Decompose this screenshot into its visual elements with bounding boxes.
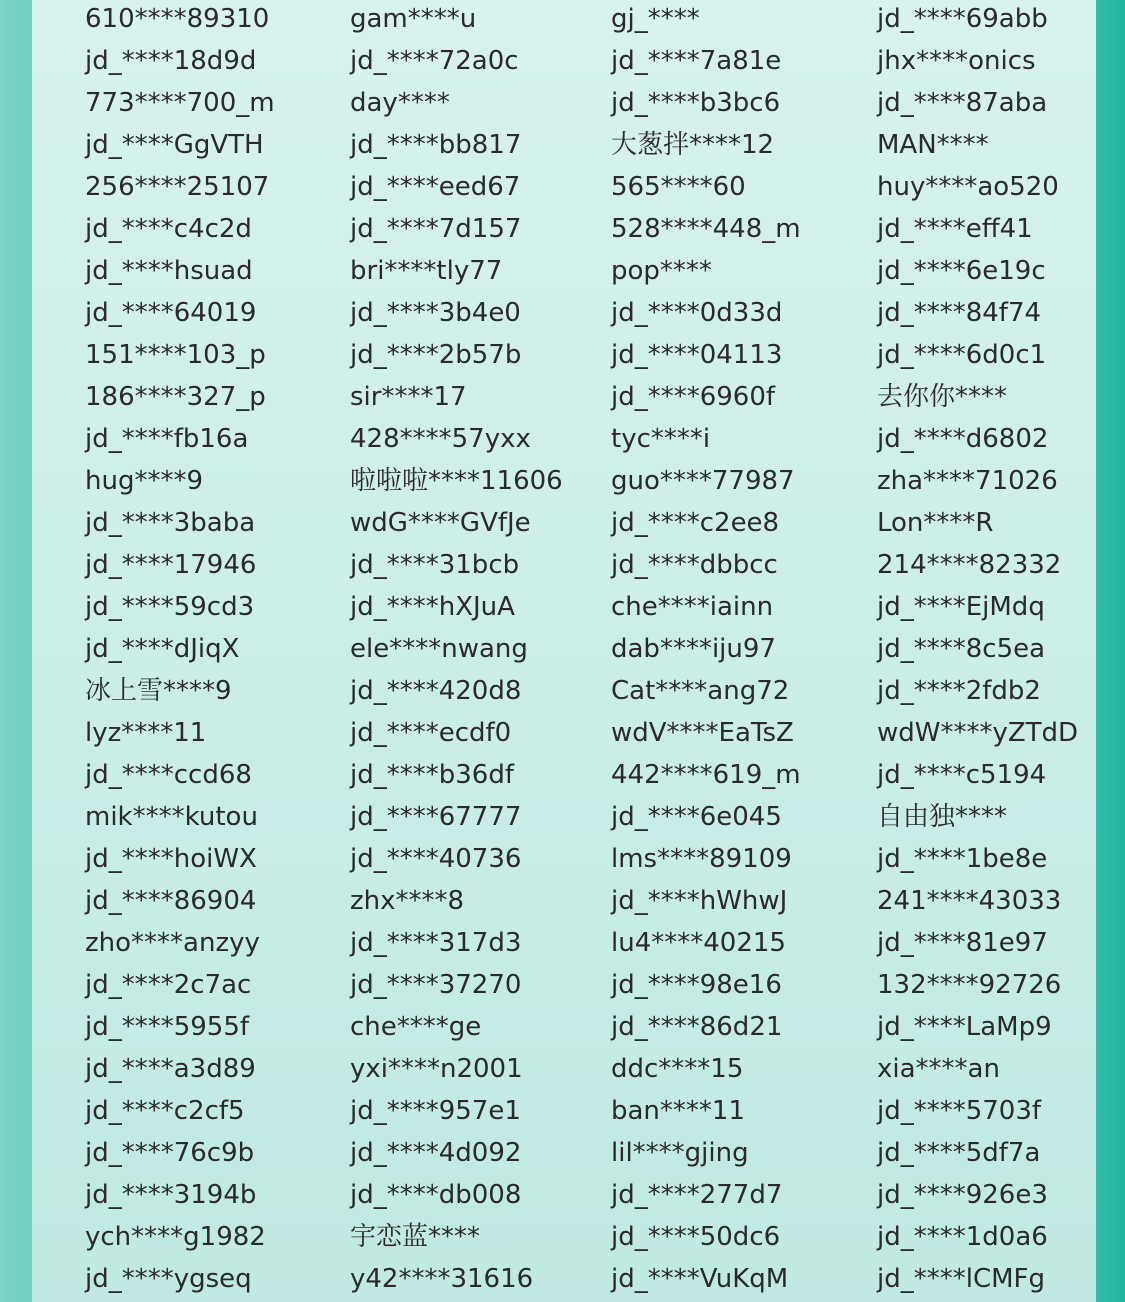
list-row [32,713,1096,755]
list-row [32,1259,1096,1301]
username-cell: lu4****40215 [611,928,786,958]
username-cell: jd_****bb817 [350,130,522,160]
username-cell: wdV****EaTsZ [611,718,794,748]
username-cell: 186****327_p [85,382,266,412]
username-cell: 442****619_m [611,760,801,790]
username-cell: jd_****c5194 [877,760,1047,790]
username-cell: pop**** [611,256,712,286]
username-cell: 宇恋蓝**** [350,1222,481,1252]
list-row [32,545,1096,587]
username-cell: jd_****EjMdq [877,592,1045,622]
username-cell: jd_****4d092 [350,1138,522,1168]
list-row [32,755,1096,797]
list-row [32,797,1096,839]
username-cell: jhx****onics [877,46,1036,76]
username-cell: jd_****5df7a [877,1138,1041,1168]
username-cell: jd_****GgVTH [85,130,264,160]
list-row [32,923,1096,965]
username-cell: jd_****lCMFg [877,1264,1045,1294]
username-cell: jd_****5955f [85,1012,250,1042]
username-cell: 去你你**** [877,382,1008,412]
username-cell: jd_****eff41 [877,214,1033,244]
username-cell: jd_****hsuad [85,256,253,286]
username-cell: MAN**** [877,130,989,160]
username-cell: 大葱拌****12 [611,130,775,160]
username-cell: jd_****69abb [877,4,1048,34]
username-cell: jd_****31bcb [350,550,520,580]
list-row [32,83,1096,125]
username-cell: jd_****6960f [611,382,776,412]
username-cell: jd_****59cd3 [85,592,255,622]
winner-list-panel [32,0,1096,1302]
username-cell: jd_****ecdf0 [350,718,512,748]
username-cell: day**** [350,88,450,118]
username-cell: zho****anzyy [85,928,260,958]
username-cell: jd_****db008 [350,1180,522,1210]
username-cell: zha****71026 [877,466,1058,496]
username-cell: jd_****8c5ea [877,634,1046,664]
username-cell: jd_****3b4e0 [350,298,521,328]
username-cell: 214****82332 [877,550,1062,580]
username-cell: 151****103_p [85,340,266,370]
list-row [32,0,1096,41]
username-cell: jd_****277d7 [611,1180,783,1210]
username-cell: jd_****6e19c [877,256,1046,286]
username-cell: jd_****72a0c [350,46,519,76]
username-cell: jd_****hoiWX [85,844,257,874]
username-cell: Lon****R [877,508,994,538]
username-cell: 528****448_m [611,214,801,244]
username-cell: gam****u [350,4,477,34]
list-row [32,167,1096,209]
username-cell: jd_****b36df [350,760,514,790]
username-cell: jd_****67777 [350,802,522,832]
username-cell: 773****700_m [85,88,275,118]
username-cell: hug****9 [85,466,204,496]
username-cell: ban****11 [611,1096,745,1126]
list-row [32,1007,1096,1049]
list-row [32,587,1096,629]
username-cell: jd_****5703f [877,1096,1042,1126]
list-row [32,1133,1096,1175]
username-cell: 565****60 [611,172,746,202]
username-cell: ych****g1982 [85,1222,266,1252]
list-row [32,1217,1096,1259]
username-cell: jd_****18d9d [85,46,257,76]
username-cell: jd_****317d3 [350,928,522,958]
username-cell: guo****77987 [611,466,795,496]
username-cell: jd_****98e16 [611,970,782,1000]
username-cell: huy****ao520 [877,172,1059,202]
username-cell: jd_****VuKqM [611,1264,789,1294]
username-cell: wdW****yZTdD [877,718,1079,748]
list-row [32,377,1096,419]
username-cell: jd_****2fdb2 [877,676,1041,706]
username-cell: che****iainn [611,592,774,622]
username-cell: 冰上雪****9 [85,676,232,706]
username-cell: xia****an [877,1054,1000,1084]
list-row [32,293,1096,335]
username-cell: jd_****ygseq [85,1264,252,1294]
username-cell: jd_****hWhwJ [611,886,788,916]
username-cell: jd_****LaMp9 [877,1012,1052,1042]
username-cell: dab****iju97 [611,634,776,664]
username-cell: mik****kutou [85,802,258,832]
username-cell: jd_****81e97 [877,928,1048,958]
list-row [32,251,1096,293]
username-cell: jd_****420d8 [350,676,522,706]
username-cell: wdG****GVfJe [350,508,531,538]
username-cell: jd_****dbbcc [611,550,778,580]
username-cell: jd_****3baba [85,508,256,538]
username-cell: Cat****ang72 [611,676,790,706]
list-row [32,1091,1096,1133]
list-row [32,839,1096,881]
username-cell: jd_****957e1 [350,1096,521,1126]
username-cell: jd_****84f74 [877,298,1042,328]
username-cell: tyc****i [611,424,711,454]
username-cell: jd_****1d0a6 [877,1222,1048,1252]
username-cell: 256****25107 [85,172,270,202]
username-cell: jd_****dJiqX [85,634,240,664]
username-cell: yxi****n2001 [350,1054,523,1084]
list-row [32,881,1096,923]
username-cell: jd_****76c9b [85,1138,255,1168]
username-cell: sir****17 [350,382,467,412]
list-row [32,419,1096,461]
username-cell: jd_****a3d89 [85,1054,256,1084]
username-cell: jd_****2b57b [350,340,522,370]
list-row [32,965,1096,1007]
username-cell: jd_****c4c2d [85,214,252,244]
list-row [32,209,1096,251]
list-row [32,1049,1096,1091]
list-row [32,671,1096,713]
list-row [32,1175,1096,1217]
username-cell: jd_****fb16a [85,424,249,454]
username-cell: jd_****0d33d [611,298,783,328]
username-cell: jd_****eed67 [350,172,521,202]
username-cell: ddc****15 [611,1054,744,1084]
username-cell: jd_****87aba [877,88,1048,118]
username-cell: y42****31616 [350,1264,534,1294]
username-cell: 132****92726 [877,970,1062,1000]
username-cell: jd_****d6802 [877,424,1049,454]
username-cell: bri****tly77 [350,256,503,286]
list-row [32,335,1096,377]
list-row [32,41,1096,83]
username-cell: jd_****64019 [85,298,257,328]
username-cell: lil****gjing [611,1138,749,1168]
username-cell: zhx****8 [350,886,465,916]
username-cell: lms****89109 [611,844,792,874]
username-cell: jd_****926e3 [877,1180,1048,1210]
list-row [32,461,1096,503]
username-cell: 610****89310 [85,4,270,34]
username-cell: jd_****hXJuA [350,592,515,622]
username-cell: jd_****04113 [611,340,783,370]
username-cell: jd_****40736 [350,844,522,874]
username-cell: jd_****37270 [350,970,522,1000]
username-cell: jd_****17946 [85,550,257,580]
username-cell: jd_****b3bc6 [611,88,781,118]
username-cell: jd_****c2cf5 [85,1096,245,1126]
username-cell: gj_**** [611,4,700,34]
list-row [32,125,1096,167]
username-cell: jd_****86904 [85,886,257,916]
username-cell: che****ge [350,1012,482,1042]
username-cell: jd_****1be8e [877,844,1048,874]
username-cell: jd_****c2ee8 [611,508,780,538]
username-cell: jd_****3194b [85,1180,257,1210]
username-cell: 241****43033 [877,886,1062,916]
list-row [32,629,1096,671]
username-cell: 自由独**** [877,802,1008,832]
username-cell: jd_****ccd68 [85,760,252,790]
username-cell: jd_****86d21 [611,1012,783,1042]
username-grid [32,0,1096,1301]
username-cell: jd_****7a81e [611,46,782,76]
list-row [32,503,1096,545]
username-cell: jd_****2c7ac [85,970,252,1000]
username-cell: 428****57yxx [350,424,531,454]
username-cell: lyz****11 [85,718,207,748]
username-cell: ele****nwang [350,634,528,664]
username-cell: jd_****7d157 [350,214,522,244]
username-cell: jd_****6d0c1 [877,340,1047,370]
username-cell: jd_****6e045 [611,802,782,832]
username-cell: 啦啦啦****11606 [350,466,563,496]
username-cell: jd_****50dc6 [611,1222,781,1252]
